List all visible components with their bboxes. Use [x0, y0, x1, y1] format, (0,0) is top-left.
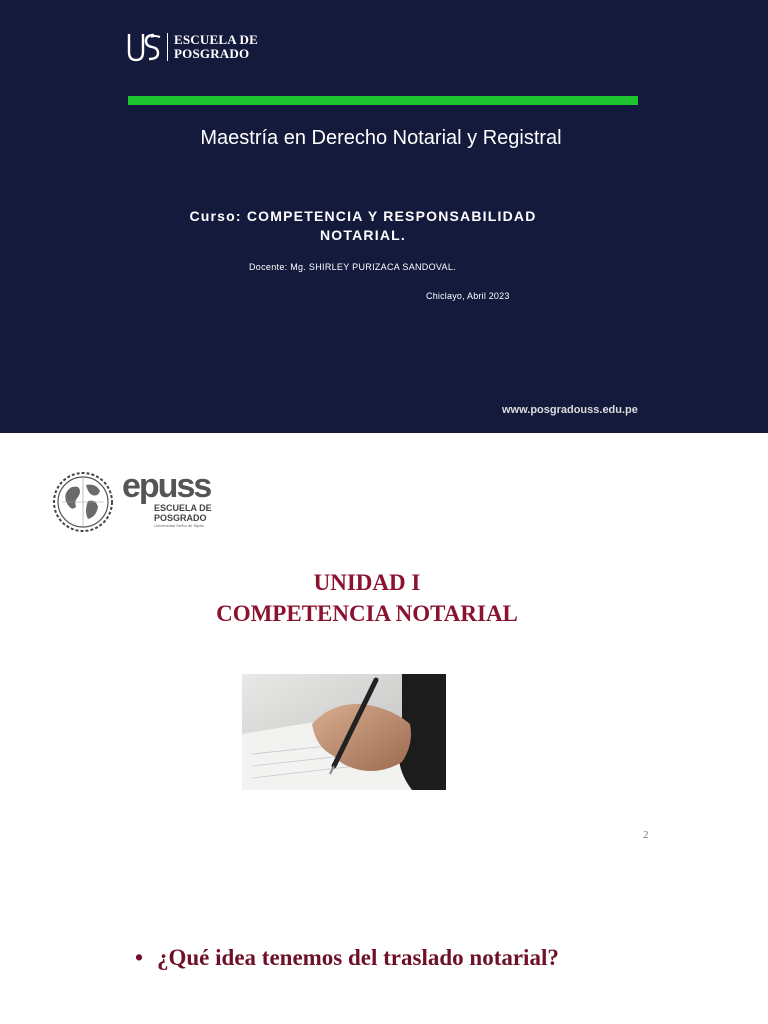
unit-heading-line-2: COMPETENCIA NOTARIAL: [216, 601, 518, 626]
page-number: 2: [643, 829, 649, 841]
course-line-2: NOTARIAL.: [320, 227, 406, 243]
unit-slide: [0, 433, 768, 873]
title-slide: [0, 0, 768, 433]
uss-logo-icon: [127, 32, 163, 62]
globe-seal-icon: [52, 471, 116, 533]
unit-heading-line-1: UNIDAD I: [313, 570, 421, 595]
logo-divider: [167, 33, 168, 61]
logo-line-2: POSGRADO: [174, 46, 250, 61]
epuss-tagline: Universidad Señor de Sipán: [154, 523, 204, 528]
bullet-item: [135, 945, 559, 971]
unit-heading: [0, 567, 734, 629]
hand-writing-photo: [242, 674, 446, 790]
epuss-sub-line-1: ESCUELA DE: [154, 503, 212, 513]
epuss-logo: [52, 467, 222, 533]
logo-line-1: ESCUELA DE: [174, 32, 258, 47]
city-date: Chiclayo, Abril 2023: [426, 291, 510, 301]
uss-logo: [127, 32, 258, 62]
course-line-1: Curso: COMPETENCIA Y RESPONSABILIDAD: [189, 208, 537, 224]
course-title: [150, 207, 576, 245]
question-text: ¿Qué idea tenemos del traslado notarial?: [157, 945, 559, 970]
logo-text: [174, 33, 258, 61]
epuss-wordmark: epuss: [122, 467, 211, 505]
epuss-subtitle: [154, 503, 212, 523]
website-link[interactable]: www.posgradouss.edu.pe: [502, 404, 638, 416]
epuss-sub-line-2: POSGRADO: [154, 513, 207, 523]
bullet-icon: •: [135, 945, 144, 970]
question-slide: [0, 873, 768, 1024]
program-title: Maestría en Derecho Notarial y Registral: [200, 127, 562, 149]
docente-label: Docente: Mg. SHIRLEY PURIZACA SANDOVAL.: [249, 262, 456, 272]
accent-bar: [128, 96, 638, 105]
